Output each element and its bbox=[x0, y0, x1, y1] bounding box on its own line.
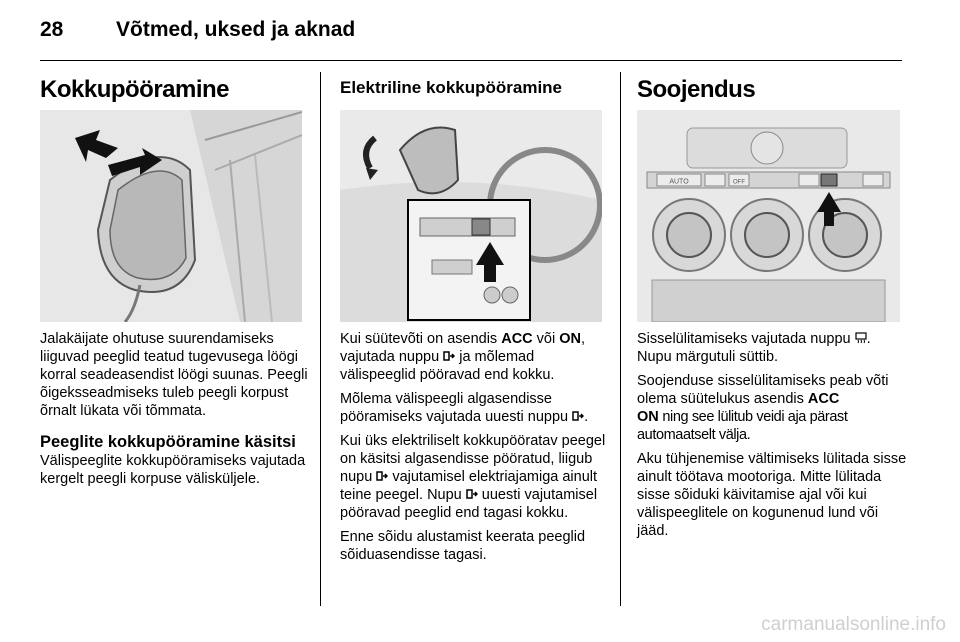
figure-heat-button bbox=[637, 110, 900, 322]
page-number: 28 bbox=[40, 18, 64, 41]
col1-body bbox=[40, 330, 308, 494]
figure-fold-button bbox=[340, 110, 602, 322]
section-heading-soojendus: Soojendus bbox=[637, 76, 756, 103]
page-title: Võtmed, uksed ja aknad bbox=[116, 18, 356, 41]
paragraph-fold-press: Kui süütevõti on asendis ACC või ON, vajutada nuppu ja mõlemad välispeeglid pööravad end kokku. bbox=[340, 331, 586, 383]
column-electric-fold bbox=[340, 72, 606, 98]
footer-watermark: carmanualsonline.info bbox=[761, 614, 946, 635]
figure-label-off: OFF bbox=[733, 179, 745, 186]
column-divider-1 bbox=[320, 72, 321, 606]
paragraph-fold-return: Mõlema välispeegli algasendisse pööramiseks vajutada uuesti nuppu . bbox=[340, 391, 589, 425]
header-rule bbox=[40, 60, 902, 61]
paragraph-heat-activate: Sisselülitamiseks vajutada nuppu . Nupu märgutuli süttib. bbox=[637, 331, 871, 365]
col3-body bbox=[637, 330, 909, 546]
subheading-manual-fold: Peeglite kokkupööramine käsitsi bbox=[40, 433, 296, 451]
paragraph-fold-manual: Kui üks elektriliselt kokkupööratav peegel on käsitsi algasendisse pööratud, liigub nupu vajutamisel elektriajamiga ainult teine peegel. Nupu uuesti vajutamisel pööravad peeglid end tagasi kokku. bbox=[340, 433, 606, 521]
col2-body bbox=[340, 330, 610, 570]
paragraph-heat-ignition: Soojenduse sisselülitamiseks peab võti olema süütelukus asendis ACC ON ning see lülitub veidi aja pärast automaatselt välja. bbox=[637, 373, 889, 443]
column-soojendus bbox=[637, 72, 907, 104]
mirror-heat-icon bbox=[855, 332, 867, 344]
mirror-fold-icon bbox=[466, 488, 478, 500]
column-divider-2 bbox=[620, 72, 621, 606]
paragraph-battery-warning: Aku tühjenemise vältimiseks lülitada sisse ainult töötava mootoriga. Mitte lülitada sisse sõiduki käivitamise ajal või kui välispeeglitele on kogunenud lund või jääd. bbox=[637, 451, 907, 539]
figure-label-auto: AUTO bbox=[669, 178, 689, 186]
column-kokkupooramine bbox=[40, 72, 306, 104]
section-heading-kokkupooramine: Kokkupööramine bbox=[40, 76, 230, 103]
paragraph-before-driving: Enne sõidu alustamist keerata peeglid sõiduasendisse tagasi. bbox=[340, 529, 586, 563]
paragraph-pedestrian-safety: Jalakäijate ohutuse suurendamiseks liiguvad peeglid teatud tugevusega löögi korral seadeasendist löögi suunas. Peegli õigeksseadmiseks tuleb peegli korpust õrnalt lükata või tõmmata. bbox=[40, 331, 308, 419]
mirror-fold-icon bbox=[376, 470, 388, 482]
mirror-fold-icon bbox=[443, 350, 455, 362]
paragraph-manual-fold: Välispeeglite kokkupööramiseks vajutada kergelt peegli korpuse välisküljele. bbox=[40, 453, 306, 487]
mirror-fold-icon bbox=[572, 410, 584, 422]
section-heading-electric-fold: Elektriline kokkupööramine bbox=[340, 78, 563, 97]
figure-mirror-push bbox=[40, 110, 302, 322]
